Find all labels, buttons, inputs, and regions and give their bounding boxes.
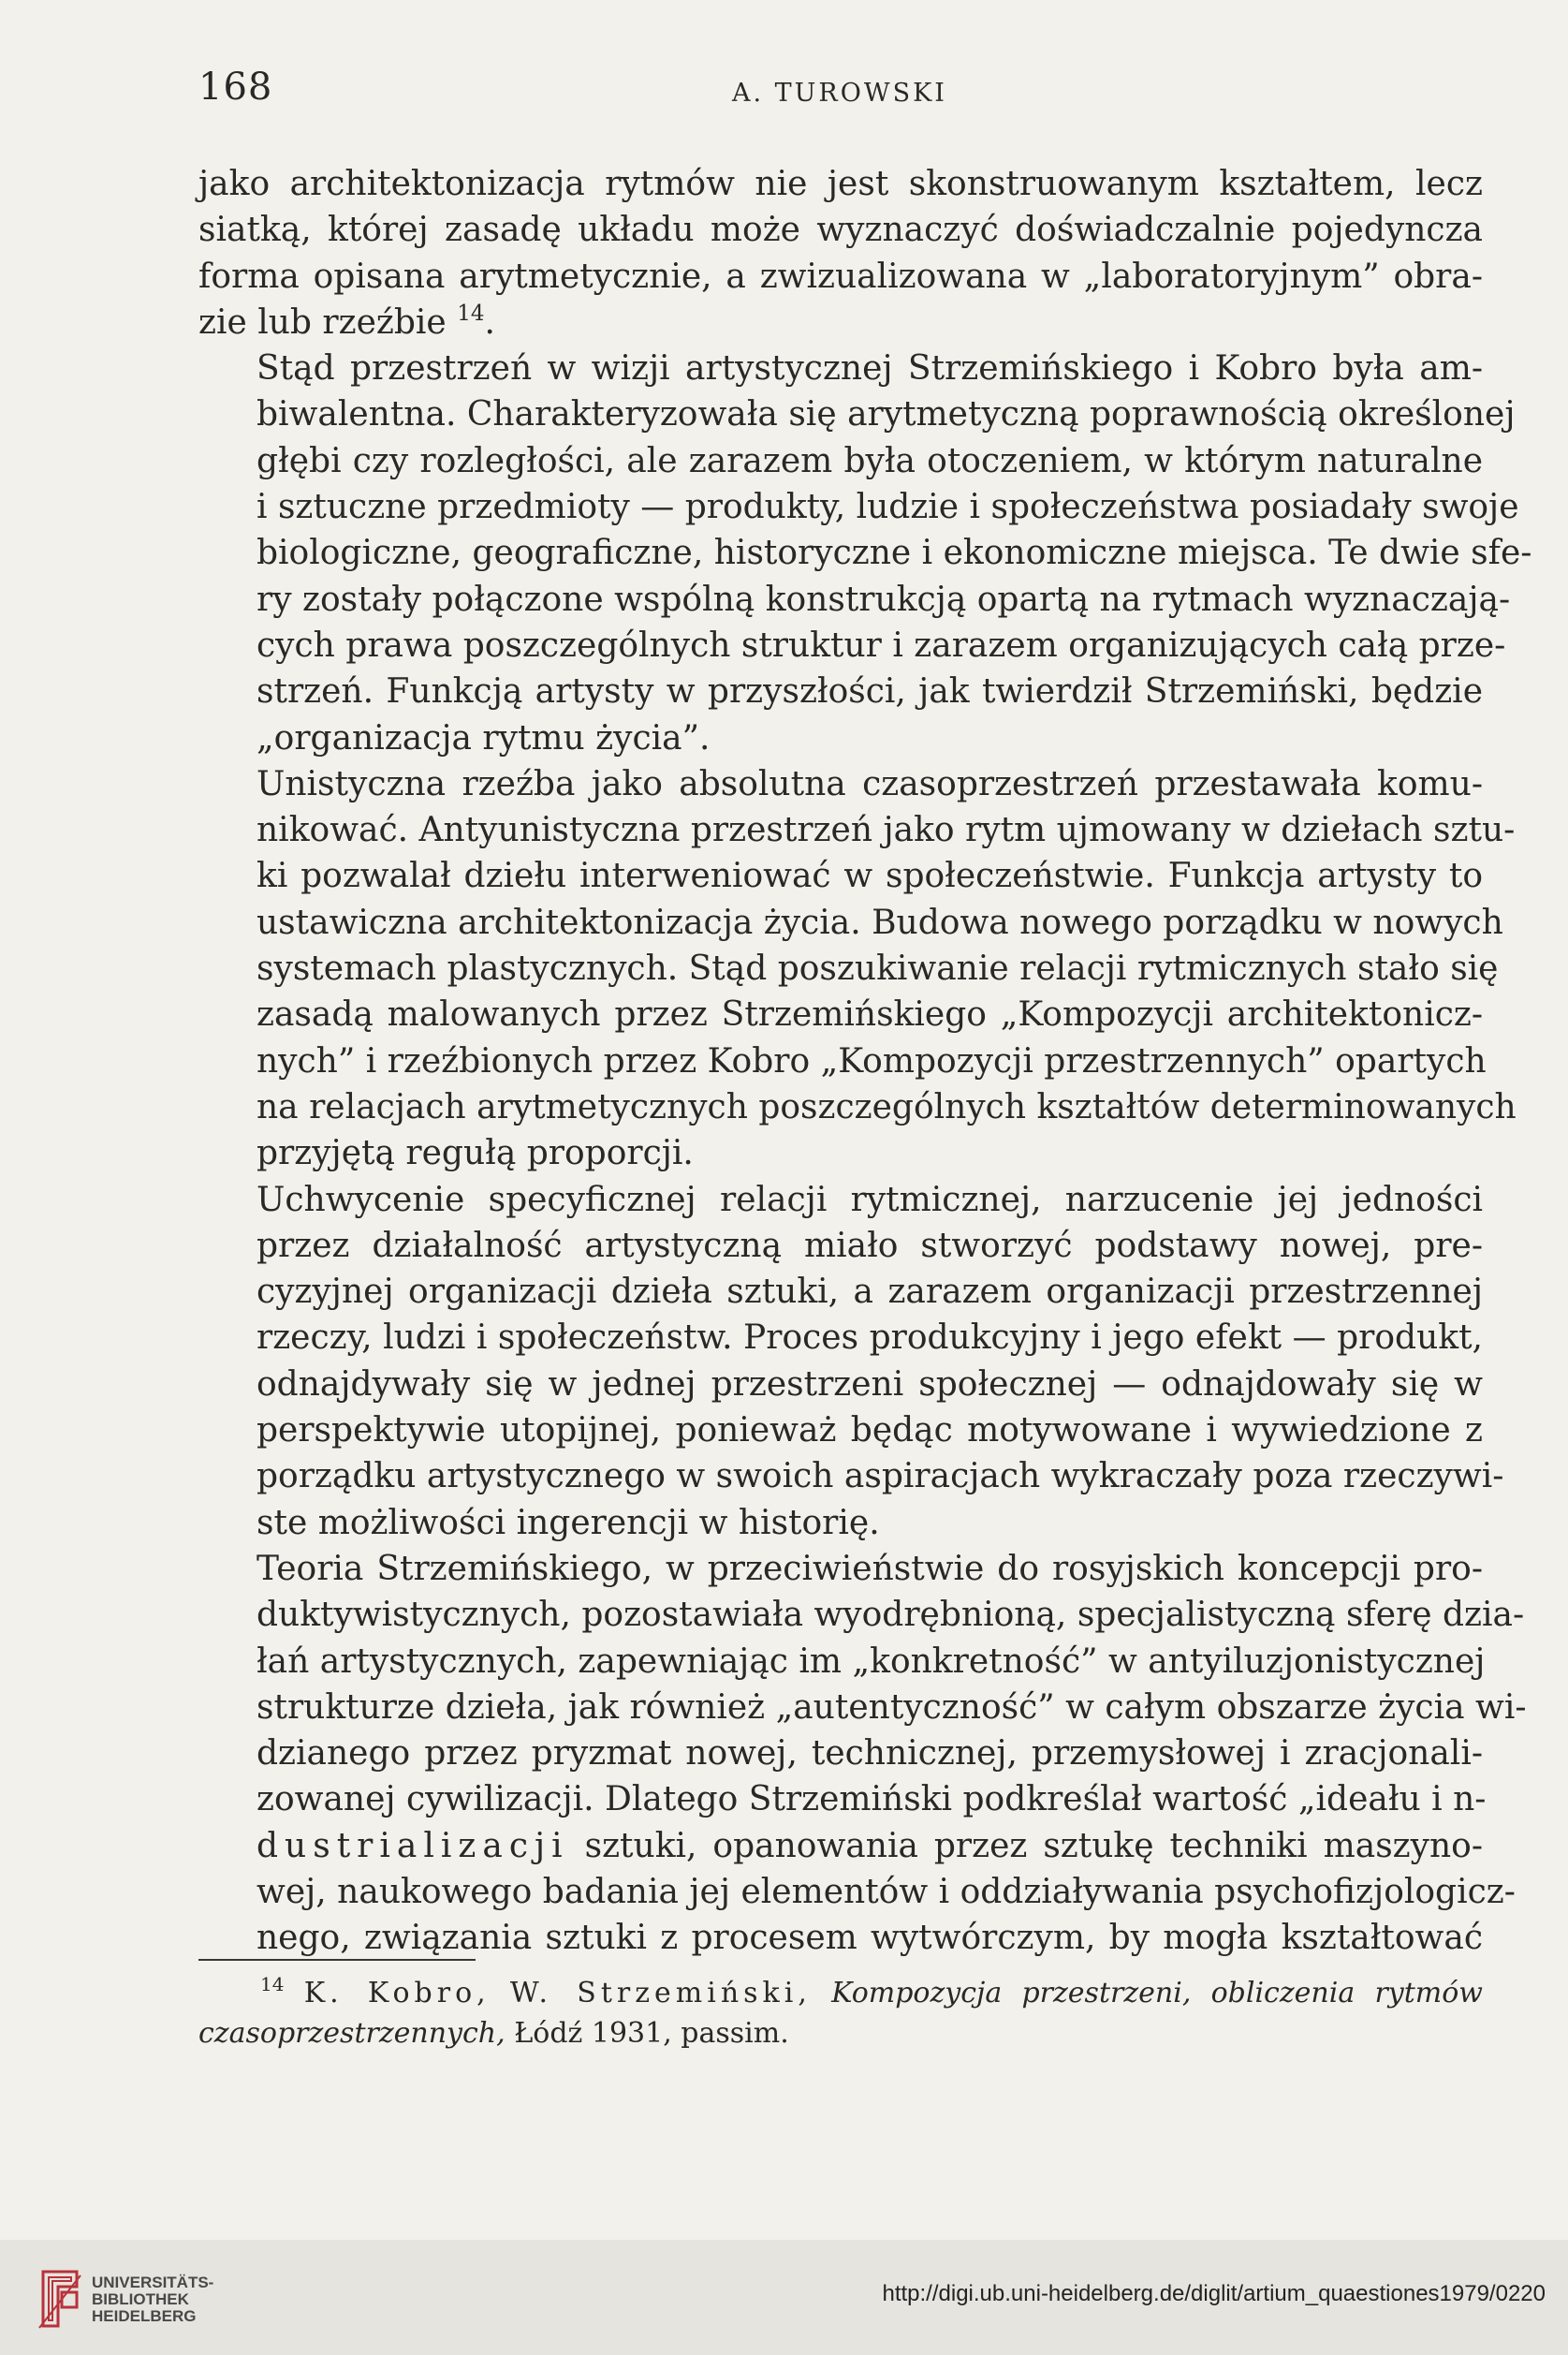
text-line: forma opisana arytmetycznie, a zwizualizowana w „laboratoryjnym” obra- — [198, 257, 1483, 296]
spaced-emphasis: dustrializacji — [256, 1826, 569, 1865]
text-line: Uchwycenie specyficznej relacji rytmicznej, narzucenie jej jedności — [256, 1180, 1483, 1219]
text-line: zasadą malowanych przez Strzemińskiego „Kompozycji architektonicz- — [256, 995, 1483, 1035]
text-line: ste możliwości ingerencji w historię. — [256, 1503, 880, 1542]
page-number: 168 — [198, 66, 273, 109]
text-line: „organizacja rytmu życia”. — [256, 718, 711, 758]
logo-line: BIBLIOTHEK — [92, 2290, 189, 2308]
text-line: głębi czy rozległości, ale zarazem była otoczeniem, w którym naturalne — [256, 441, 1483, 480]
text-line: przez działalność artystyczną miało stworzyć podstawy nowej, pre- — [256, 1226, 1483, 1265]
paragraph — [198, 1177, 1504, 1546]
text-line: perspektywie utopijnej, ponieważ będąc motywowane i wywiedzione z — [256, 1411, 1483, 1450]
library-logo-icon — [34, 2266, 86, 2332]
text-line: nych” i rzeźbionych przez Kobro „Kompozycji przestrzennych” opartych — [256, 1041, 1487, 1081]
footnote-line — [198, 2013, 1483, 2053]
text-line: nikować. Antyunistyczna przestrzeń jako rytm ujmowany w dziełach sztu- — [256, 811, 1516, 850]
footnote-rule — [198, 1959, 476, 1961]
text-line: łań artystycznych, zapewniając im „konkretność” w antyiluzjonistycznej — [256, 1641, 1486, 1681]
paragraph — [198, 1546, 1527, 1962]
text-line: przyjętą regułą proporcji. — [256, 1134, 694, 1173]
permalink-url[interactable]: http://digi.ub.uni-heidelberg.de/diglit/artium_quaestiones1979/0220 — [882, 2281, 1546, 2306]
footnote-reference[interactable]: 14 — [457, 301, 485, 326]
text-line: biwalentna. Charakteryzowała się arytmetyczną poprawnością określonej — [256, 395, 1516, 434]
text-line: cych prawa poszczególnych struktur i zarazem organizujących całą prze- — [256, 626, 1506, 665]
running-title: A. TUROWSKI — [732, 79, 947, 108]
logo-line: UNIVERSITÄTS- — [92, 2274, 214, 2291]
text-line: ustawiczna architektonizacja życia. Budowa nowego porządku w nowych — [256, 903, 1503, 942]
text-line — [198, 300, 1483, 346]
footnote-author: K. Kobro, — [303, 1977, 491, 2009]
text-line: Unistyczna rzeźba jako absolutna czasoprzestrzeń przestawała komu- — [256, 764, 1483, 803]
footnote-number: 14 — [260, 1973, 285, 1995]
footnote-author: W. Strzemiński, — [509, 1977, 812, 2009]
paragraph — [198, 761, 1517, 1177]
viewer-footer — [0, 2240, 1568, 2355]
text-line: Teoria Strzemińskiego, w przeciwieństwie do rosyjskich koncepcji pro- — [256, 1549, 1483, 1588]
text-segment: . — [484, 302, 495, 342]
footnote-title: Kompozycja przestrzeni, obliczenia rytmów — [831, 1977, 1483, 2009]
text-line: ry zostały połączone wspólną konstrukcją opartą na rytmach wyznaczają- — [256, 580, 1511, 619]
text-line: jako architektonizacja rytmów nie jest skonstruowanym kształtem, lecz — [198, 165, 1483, 203]
text-line: dzianego przez pryzmat nowej, technicznej, przemysłowej i zracjonali- — [256, 1734, 1483, 1774]
text-segment: zie lub rzeźbie — [198, 302, 447, 342]
text-line: ki pozwalał dziełu interweniować w społeczeństwie. Funkcja artysty to — [256, 857, 1483, 896]
paragraph — [198, 346, 1532, 761]
text-line: porządku artystycznego w swoich aspiracjach wykraczały poza rzeczywi- — [256, 1457, 1504, 1496]
text-line: Stąd przestrzeń w wizji artystycznej Strzemińskiego i Kobro była am- — [256, 349, 1483, 389]
text-line: na relacjach arytmetycznych poszczególnych kształtów determinowanych — [256, 1087, 1517, 1126]
text-line: duktywistycznych, pozostawiała wyodrębnioną, specjalistyczną sferę dzia- — [256, 1596, 1525, 1635]
paragraph — [198, 161, 1483, 346]
text-line: biologiczne, geograficzne, historyczne i ekonomiczne miejsca. Te dwie sfe- — [256, 534, 1532, 573]
text-line — [198, 1823, 1483, 1869]
text-line: wej, naukowego badania jej elementów i oddziaływania psychofizjologicz- — [256, 1872, 1516, 1911]
text-line: i sztuczne przedmioty — produkty, ludzie i społeczeństwa posiadały swoje — [256, 488, 1519, 527]
running-head — [198, 66, 1481, 122]
text-line: siatką, której zasadę układu może wyznaczyć doświadczalnie pojedyncza — [198, 211, 1483, 250]
text-line: strukturze dzieła, jak również „autentyczność” w całym obszarze życia wi- — [256, 1687, 1527, 1727]
text-line: strzeń. Funkcją artysty w przyszłości, jak twierdził Strzemiński, będzie — [256, 672, 1483, 712]
text-line: odnajdywały się w jednej przestrzeni społecznej — odnajdowały się w — [256, 1364, 1483, 1404]
text-line: nego, związania sztuki z procesem wytwórczym, by mogła kształtować — [256, 1919, 1483, 1958]
footnote — [198, 1973, 1483, 2053]
library-logo-text — [92, 2274, 213, 2325]
text-line: rzeczy, ludzi i społeczeństw. Proces produkcyjny i jego efekt — produkt, — [256, 1318, 1483, 1358]
text-line: cyzyjnej organizacji dzieła sztuki, a zarazem organizacji przestrzennej — [256, 1273, 1483, 1312]
text-segment: sztuki, opanowania przez sztukę techniki maszyno- — [568, 1826, 1483, 1865]
text-line: systemach plastycznych. Stąd poszukiwanie relacji rytmicznych stało się — [256, 949, 1499, 989]
footnote-title: czasoprzestrzennych, — [198, 2017, 506, 2050]
logo-line: HEIDELBERG — [92, 2307, 197, 2325]
text-line: zowanej cywilizacji. Dlatego Strzemiński podkreślał wartość „ideału i n- — [256, 1780, 1487, 1819]
footnote-line — [198, 1973, 1483, 2013]
footnote-source: Łódź 1931, passim. — [514, 2017, 789, 2050]
body-text — [198, 161, 1532, 1962]
